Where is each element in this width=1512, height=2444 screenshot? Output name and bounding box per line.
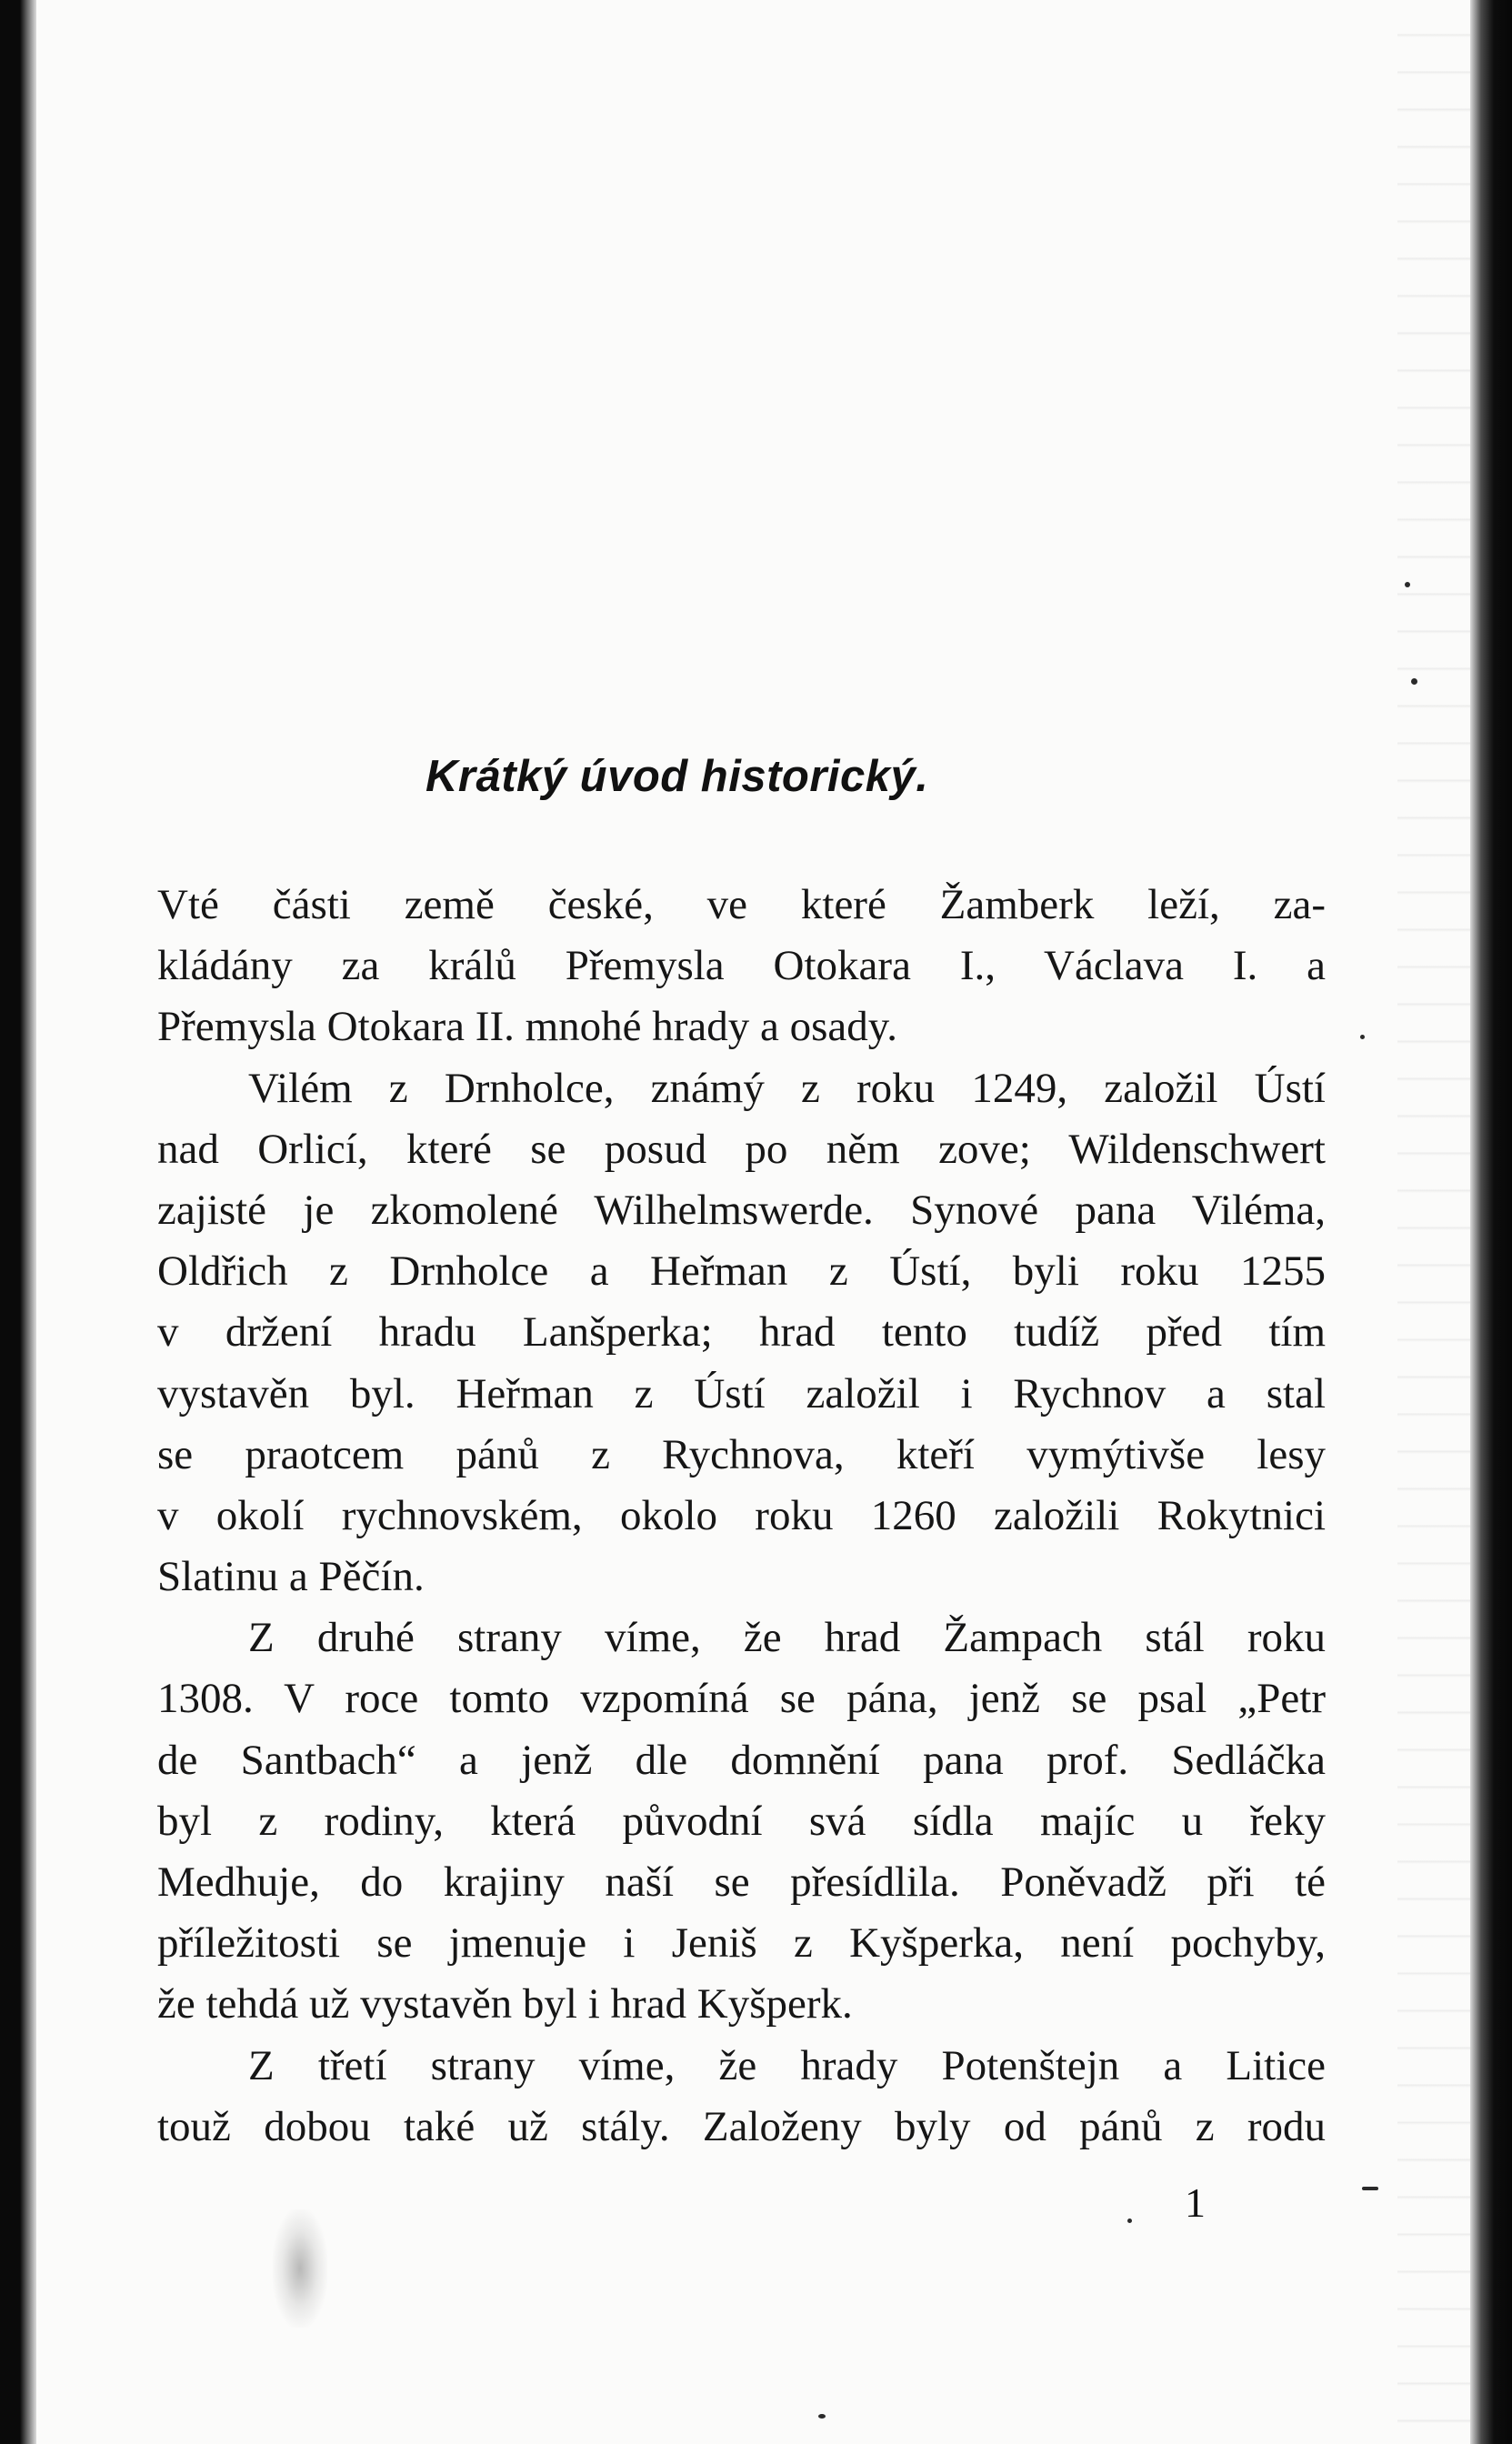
page-number: 1	[1185, 2179, 1206, 2226]
scan-smudge	[273, 2209, 327, 2328]
text-line: Vilém z Drnholce, známý z roku 1249, založil Ústí	[248, 1064, 1326, 1112]
chapter-title: Krátký úvod historický.	[426, 752, 929, 801]
text-line: nad Orlicí, které se posud po něm zove; Wildenschwert	[157, 1125, 1326, 1173]
text-line: Oldřich z Drnholce a Heřman z Ústí, byli roku 1255	[157, 1247, 1326, 1296]
scan-speck	[818, 2414, 826, 2419]
text-line: kládány za králů Přemysla Otokara I., Václava I. a	[157, 942, 1326, 990]
scan-right-noise	[1397, 0, 1470, 2444]
scan-speck	[1405, 582, 1410, 587]
text-line: Z druhé strany víme, že hrad Žampach stál roku	[248, 1614, 1326, 1662]
text-line: byl z rodiny, která původní svá sídla majíc u řeky	[157, 1797, 1326, 1845]
text-line: 1308. V roce tomto vzpomíná se pána, jenž se psal „Petr	[157, 1675, 1326, 1723]
text-line: zajisté je zkomolené Wilhelmswerde. Synové pana Viléma,	[157, 1186, 1326, 1234]
text-line: příležitosti se jmenuje i Jeniš z Kyšperka, není pochyby,	[157, 1919, 1326, 1968]
text-line: Vté části země české, ve které Žamberk leží, za-	[157, 881, 1326, 928]
scan-speck	[1411, 678, 1417, 685]
text-line: Přemysla Otokara II. mnohé hrady a osady.	[157, 1003, 897, 1051]
text-line: Medhuje, do krajiny naší se přesídlila. Poněvadž při té	[157, 1858, 1326, 1906]
scan-speck	[1127, 2219, 1132, 2223]
text-line: Slatinu a Pěčín.	[157, 1553, 425, 1601]
scan-left-edge	[0, 0, 36, 2444]
scan-speck	[1360, 1035, 1365, 1039]
scan-speck	[1362, 2187, 1378, 2190]
scan-right-gutter	[1470, 0, 1512, 2444]
text-line: v okolí rychnovském, okolo roku 1260 založili Rokytnici	[157, 1491, 1326, 1539]
text-line: touž dobou také už stály. Založeny byly od pánů z rodu	[157, 2102, 1326, 2150]
text-line: vystavěn byl. Heřman z Ústí založil i Rychnov a stal	[157, 1369, 1326, 1417]
text-line: Z třetí strany víme, že hrady Potenštejn a Litice	[248, 2041, 1326, 2089]
text-line: se praotcem pánů z Rychnova, kteří vymýtivše lesy	[157, 1430, 1326, 1478]
body-text	[157, 875, 1326, 2158]
text-line: de Santbach“ a jenž dle domnění pana prof. Sedláčka	[157, 1736, 1326, 1784]
text-line: v držení hradu Lanšperka; hrad tento tudíž před tím	[157, 1308, 1326, 1357]
text-line: že tehdá už vystavěn byl i hrad Kyšperk.	[157, 1980, 853, 2028]
